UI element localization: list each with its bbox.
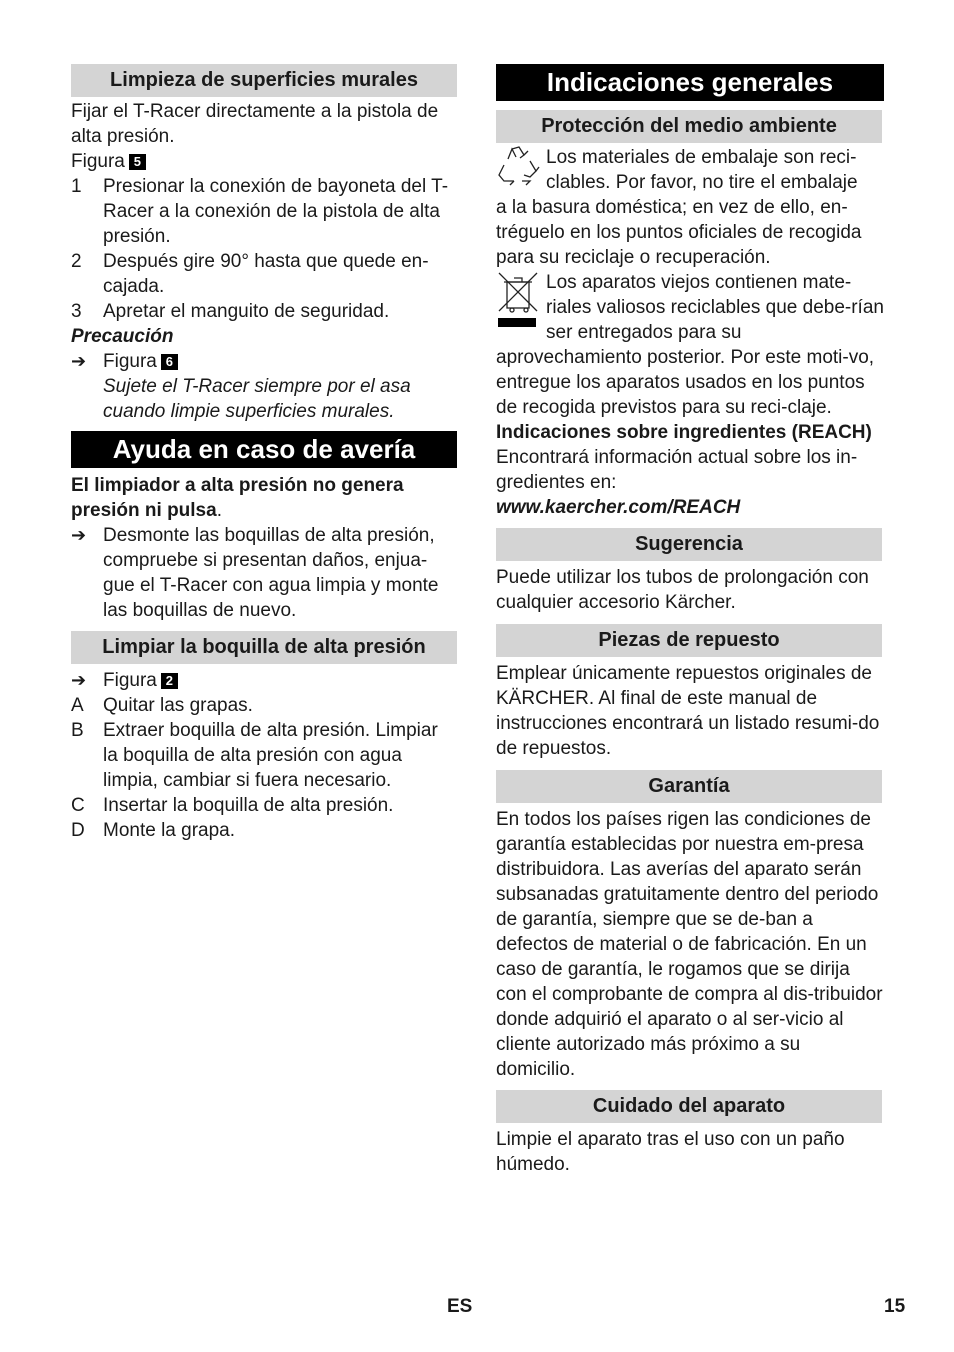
caution-text: Sujete el T-Racer siempre por el asa cuando limpie superficies murales. xyxy=(103,376,411,422)
list-item: 2 Después gire 90° hasta que quede en-cajada. xyxy=(71,251,429,297)
section-heading-ayuda: Ayuda en caso de avería xyxy=(71,431,457,468)
right-column xyxy=(496,64,884,1177)
reach-url: www.kaercher.com/REACH xyxy=(496,497,741,518)
list-item: C Insertar la boquilla de alta presión. xyxy=(71,795,394,816)
list-item: 1 Presionar la conexión de bayoneta del T-Racer a la conexión de la pistola de alta presión. xyxy=(71,176,449,247)
figure-ref: ➔ Figura 6 xyxy=(71,349,457,374)
list-item: D Monte la grapa. xyxy=(71,820,236,841)
disposal-note: Los aparatos viejos contienen mate-riales valiosos reciclables que debe-rían ser entregados para su xyxy=(496,270,884,345)
paragraph: Emplear únicamente repuestos originales de KÄRCHER. Al final de este manual de instrucciones encontrará un listado resumi-do de repuestos. xyxy=(496,663,880,759)
list-item: B Extraer boquilla de alta presión. Limpiar la boquilla de alta presión con agua limpia, cambiar si fuera necesario. xyxy=(71,720,438,791)
section-heading-boquilla: Limpiar la boquilla de alta presión xyxy=(71,631,457,664)
section-heading-proteccion: Protección del medio ambiente xyxy=(496,110,882,143)
section-heading-sugerencia: Sugerencia xyxy=(496,528,882,561)
arrow-right-icon: ➔ xyxy=(71,670,87,690)
paragraph: Limpie el aparato tras el uso con un paño húmedo. xyxy=(496,1129,845,1175)
page-number: 15 xyxy=(884,1296,906,1317)
paragraph: a la basura doméstica; en vez de ello, en-tréguelo en los puntos oficiales de recogida para su reciclaje o recuperación. xyxy=(496,197,862,268)
section-heading-indicaciones: Indicaciones generales xyxy=(496,64,884,101)
paragraph: Fijar el T-Racer directamente a la pistola de alta presión. xyxy=(71,101,439,147)
remedy-item: ➔ Desmonte las boquillas de alta presión, compruebe si presentan daños, enjua-gue el T-Racer con agua limpia y monte las boquillas de nuevo. xyxy=(71,525,439,621)
arrow-right-icon: ➔ xyxy=(71,525,87,545)
section-heading-limpieza: Limpieza de superficies murales xyxy=(71,64,457,97)
steps-list xyxy=(71,693,457,843)
paragraph: Encontrará información actual sobre los in-gredientes en: xyxy=(496,447,858,493)
figure-ref: Figura 5 xyxy=(71,149,457,174)
section-heading-garantia: Garantía xyxy=(496,770,882,803)
figure-ref: ➔ Figura 2 xyxy=(71,668,457,693)
arrow-right-icon: ➔ xyxy=(71,351,87,371)
list-item: 3 Apretar el manguito de seguridad. xyxy=(71,301,390,322)
recycling-note: Los materiales de embalaje son reci-clables. Por favor, no tire el embalaje xyxy=(496,145,884,195)
steps-list xyxy=(71,174,457,324)
section-heading-repuesto: Piezas de repuesto xyxy=(496,624,882,657)
problem-statement: El limpiador a alta presión no genera presión ni pulsa. xyxy=(71,475,404,521)
reach-heading: Indicaciones sobre ingredientes (REACH) xyxy=(496,422,872,443)
crossed-bin-icon xyxy=(496,270,546,345)
caution-label: Precaución xyxy=(71,326,174,347)
figure-number-badge: 5 xyxy=(129,154,146,170)
recycling-icon xyxy=(496,145,546,195)
figure-number-badge: 2 xyxy=(161,673,178,689)
paragraph: Puede utilizar los tubos de prolongación con cualquier accesorio Kärcher. xyxy=(496,567,869,613)
paragraph: aprovechamiento posterior. Por este moti-vo, entregue los aparatos usados en los puntos de recogida previstos para su reci-claje. xyxy=(496,347,875,418)
paragraph: En todos los países rigen las condiciones de garantía establecidas por nuestra em-presa distribuidora. Las averías del aparato serán subsanadas gratuitamente dentro del periodo de garantía, siempre que se de-ban a defectos de material o de fabricación. En un caso de garantía, le rogamos que se dirija con el comprobante de compra al dis-tribuidor donde adquirió el aparato o al ser-vicio al cliente autorizado más próximo a su domicilio. xyxy=(496,809,883,1080)
language-code: ES xyxy=(447,1296,473,1317)
section-heading-cuidado: Cuidado del aparato xyxy=(496,1090,882,1123)
left-column xyxy=(71,64,457,843)
list-item: A Quitar las grapas. xyxy=(71,695,253,716)
figure-number-badge: 6 xyxy=(161,354,178,370)
